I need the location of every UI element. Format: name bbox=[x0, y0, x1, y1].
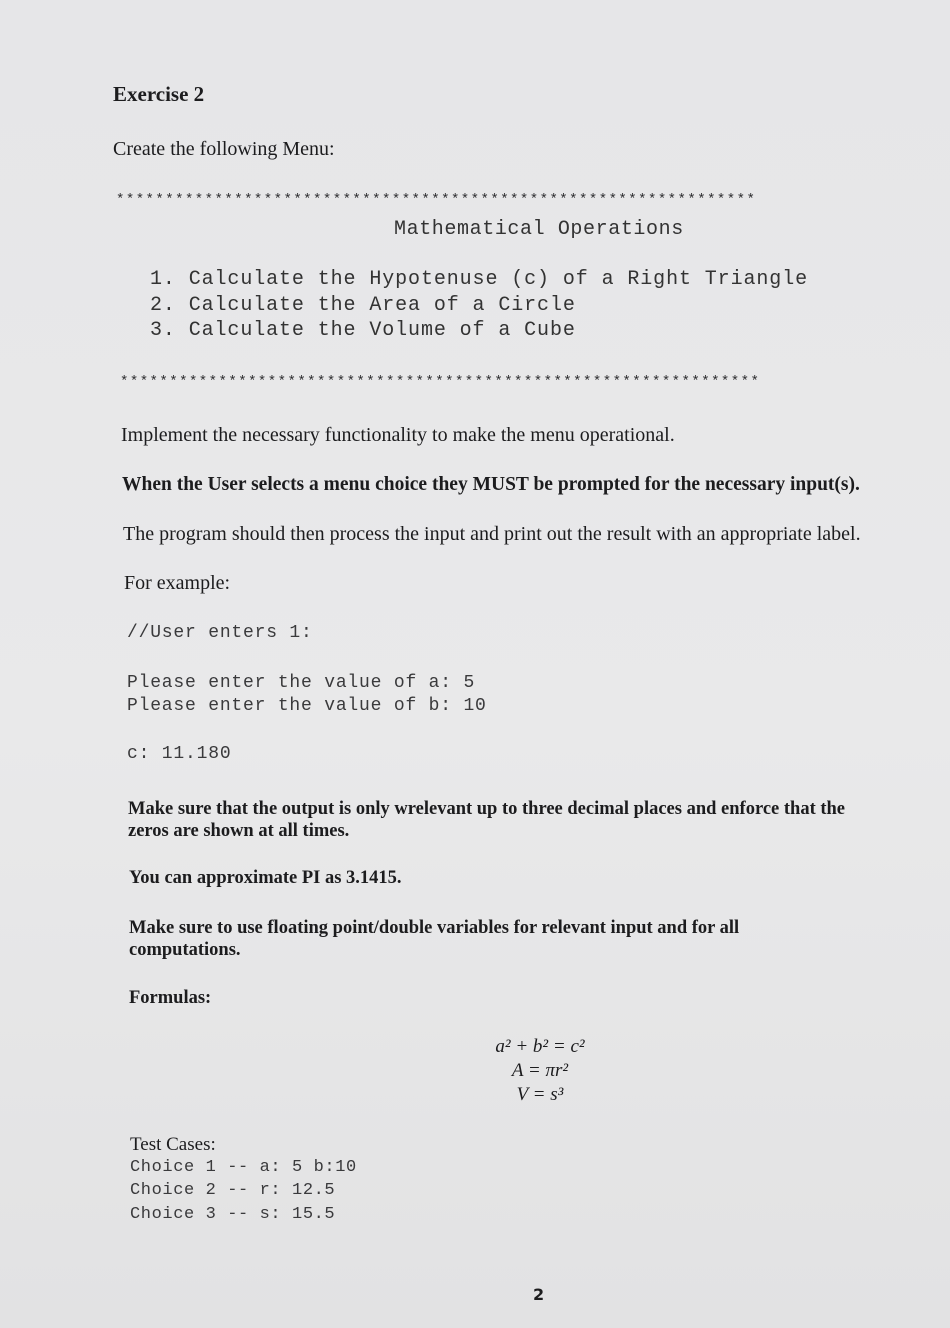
floating-rule-line1: Make sure to use floating point/double variables for relevant input and for all bbox=[129, 918, 740, 938]
example-input-b: Please enter the value of b: 10 bbox=[127, 696, 487, 716]
menu-title: Mathematical Operations bbox=[394, 218, 684, 241]
formulas-label: Formulas: bbox=[129, 988, 212, 1008]
circle-area-formula: A = πr² bbox=[511, 1060, 569, 1081]
menu-item-cube-volume: 3. Calculate the Volume of a Cube bbox=[150, 319, 576, 342]
example-comment: //User enters 1: bbox=[127, 623, 313, 643]
test-case-3: Choice 3 -- s: 15.5 bbox=[130, 1205, 336, 1224]
example-output: c: 11.180 bbox=[127, 744, 232, 764]
intro-text: Create the following Menu: bbox=[113, 138, 335, 160]
process-instruction: The program should then process the input and print out the result with an appropriate label. bbox=[123, 523, 861, 545]
test-case-1: Choice 1 -- a: 5 b:10 bbox=[130, 1158, 357, 1177]
for-example-label: For example: bbox=[124, 572, 231, 594]
test-cases-label: Test Cases: bbox=[130, 1134, 216, 1155]
floating-rule-line2: computations. bbox=[129, 940, 241, 960]
test-case-2: Choice 2 -- r: 12.5 bbox=[130, 1181, 336, 1200]
menu-item-circle-area: 2. Calculate the Area of a Circle bbox=[150, 294, 576, 317]
implement-instruction: Implement the necessary functionality to make the menu operational. bbox=[121, 424, 675, 446]
pythagoras-formula: a² + b² = c² bbox=[495, 1036, 585, 1057]
menu-top-divider: ***************************************************************** bbox=[116, 192, 757, 208]
decimals-rule-line2: zeros are shown at all times. bbox=[128, 821, 350, 841]
menu-bottom-divider: ***************************************************************** bbox=[120, 374, 761, 390]
page-number: 2 bbox=[533, 1285, 545, 1304]
example-input-a: Please enter the value of a: 5 bbox=[127, 673, 476, 693]
prompt-requirement: When the User selects a menu choice they MUST be prompted for the necessary input(s). bbox=[122, 474, 860, 495]
cube-volume-formula: V = s³ bbox=[516, 1084, 564, 1105]
menu-item-hypotenuse: 1. Calculate the Hypotenuse (c) of a Right Triangle bbox=[150, 268, 808, 291]
exercise-heading: Exercise 2 bbox=[113, 82, 205, 106]
pi-rule: You can approximate PI as 3.1415. bbox=[129, 868, 402, 888]
decimals-rule-line1: Make sure that the output is only wrelevant up to three decimal places and enforce that the bbox=[128, 799, 846, 819]
